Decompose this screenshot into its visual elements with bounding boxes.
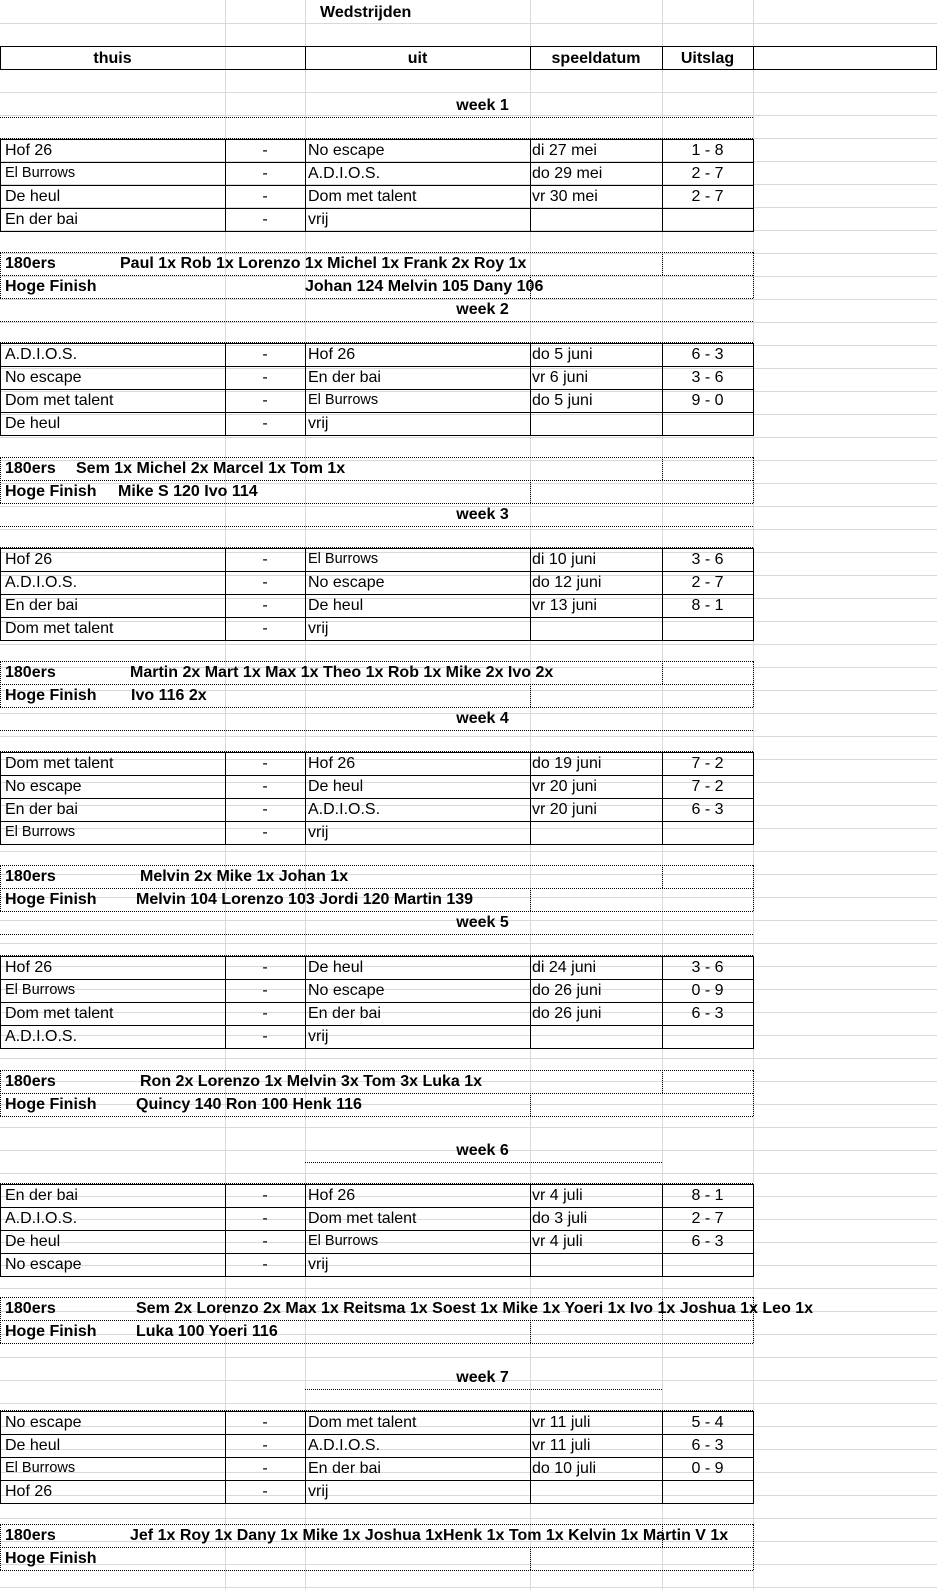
cell-border	[662, 1411, 663, 1504]
high-finish-label: Hoge Finish	[5, 278, 97, 295]
match-separator: -	[262, 1256, 268, 1273]
cell-border	[530, 343, 531, 436]
team-home: En der bai	[5, 211, 78, 228]
team-away: El Burrows	[308, 1233, 379, 1249]
team-away: vrij	[308, 1028, 329, 1045]
match-date: vr 30 mei	[532, 188, 598, 205]
match-result: 2 - 7	[691, 574, 724, 591]
cell-border	[0, 934, 753, 935]
cell-border	[0, 343, 1, 436]
team-home: De heul	[5, 188, 61, 205]
match-result: 1 - 8	[691, 142, 724, 159]
cell-border	[662, 752, 663, 845]
cell-border	[530, 1093, 531, 1116]
cell-border	[530, 548, 531, 641]
cell-border	[0, 1524, 1, 1570]
cell-border	[305, 956, 306, 1049]
match-separator: -	[262, 1437, 268, 1454]
team-away: De heul	[308, 959, 364, 976]
team-away: En der bai	[308, 1460, 381, 1477]
cell-border	[662, 956, 663, 1049]
team-away: vrij	[308, 211, 329, 228]
team-home: No escape	[5, 1256, 82, 1273]
team-home: Hof 26	[5, 142, 53, 159]
gridline	[0, 1288, 937, 1289]
team-away: Hof 26	[308, 755, 356, 772]
cell-border	[0, 231, 753, 232]
cell-border	[305, 139, 306, 232]
cell-border	[0, 117, 753, 118]
team-home: Dom met talent	[5, 1005, 114, 1022]
cell-border	[0, 1276, 753, 1277]
sheet-title: Wedstrijden	[320, 4, 412, 21]
cell-border	[0, 252, 1, 298]
team-home: Hof 26	[5, 1483, 53, 1500]
match-separator: -	[262, 392, 268, 409]
match-result	[662, 1480, 753, 1503]
cell-border	[0, 1093, 753, 1094]
cell-border	[753, 956, 754, 1049]
cell-border	[0, 526, 753, 527]
cell-border	[0, 752, 1, 845]
high-finish-label: Hoge Finish	[5, 1323, 97, 1340]
oneeighties-list: Sem 1x Michel 2x Marcel 1x Tom 1x	[76, 460, 346, 477]
cell-border	[662, 865, 663, 888]
cell-border	[0, 548, 1, 641]
match-result: 6 - 3	[691, 1437, 724, 1454]
team-away: vrij	[308, 1483, 329, 1500]
cell-border	[753, 252, 754, 298]
match-date: vr 20 juni	[532, 778, 597, 795]
cell-border	[530, 956, 531, 1049]
cell-border	[753, 548, 754, 641]
gridline	[0, 644, 937, 645]
cell-border	[662, 46, 663, 70]
team-home: No escape	[5, 369, 82, 386]
gridline	[0, 1587, 937, 1588]
team-home: El Burrows	[5, 165, 76, 181]
gridline	[0, 1058, 937, 1059]
cell-border	[0, 46, 937, 47]
gridline	[0, 437, 937, 438]
cell-border	[305, 343, 306, 436]
team-home: De heul	[5, 1437, 61, 1454]
match-result	[662, 821, 753, 844]
match-date: di 24 juni	[532, 959, 597, 976]
cell-border	[530, 139, 531, 232]
match-result: 6 - 3	[691, 1233, 724, 1250]
gridline	[0, 1518, 937, 1519]
match-separator: -	[262, 755, 268, 772]
match-date	[532, 617, 660, 640]
team-home: El Burrows	[5, 824, 76, 840]
team-home: El Burrows	[5, 982, 76, 998]
match-separator: -	[262, 620, 268, 637]
team-home: En der bai	[5, 597, 78, 614]
cell-border	[530, 46, 531, 70]
cell-border	[0, 435, 753, 436]
cell-border	[0, 321, 753, 322]
match-separator: -	[262, 1028, 268, 1045]
cell-border	[0, 956, 1, 1049]
oneeighties-label: 180ers	[5, 460, 56, 477]
gridline	[0, 322, 937, 323]
match-date: do 3 juli	[532, 1210, 588, 1227]
team-away: Dom met talent	[308, 188, 417, 205]
cell-border	[225, 548, 226, 641]
cell-border	[662, 139, 663, 232]
team-home: A.D.I.O.S.	[5, 1028, 78, 1045]
week-label: week 6	[456, 1142, 509, 1159]
week-label: week 3	[456, 506, 509, 523]
match-separator: -	[262, 165, 268, 182]
high-finish-list: Ivo 116 2x	[131, 687, 207, 704]
match-result: 0 - 9	[691, 1460, 724, 1477]
cell-border	[0, 1503, 753, 1504]
match-separator: -	[262, 1187, 268, 1204]
cell-border	[0, 139, 1, 232]
cell-border	[0, 684, 753, 685]
gridline	[0, 943, 937, 944]
cell-border	[0, 1184, 1, 1277]
match-date: di 10 juni	[532, 551, 597, 568]
cell-border	[0, 1320, 753, 1321]
cell-border	[0, 1116, 753, 1117]
match-separator: -	[262, 1483, 268, 1500]
team-home: A.D.I.O.S.	[5, 346, 78, 363]
team-home: Dom met talent	[5, 392, 114, 409]
cell-border	[753, 139, 754, 232]
team-home: El Burrows	[5, 1460, 76, 1476]
match-date: vr 11 juli	[532, 1414, 591, 1431]
cell-border	[753, 343, 754, 436]
cell-border	[662, 1184, 663, 1277]
oneeighties-label: 180ers	[5, 1300, 56, 1317]
match-separator: -	[262, 982, 268, 999]
header-uit: uit	[407, 50, 428, 67]
oneeighties-list: Sem 2x Lorenzo 2x Max 1x Reitsma 1x Soest 1x Mike 1x Yoeri 1x Ivo 1x Joshua 1x Leo 1x	[136, 1300, 814, 1317]
header-uitslag: Uitslag	[680, 50, 735, 67]
cell-border	[225, 1184, 226, 1277]
cell-border	[0, 865, 753, 866]
cell-border	[530, 888, 531, 911]
high-finish-label: Hoge Finish	[5, 687, 97, 704]
match-separator: -	[262, 574, 268, 591]
team-away: A.D.I.O.S.	[308, 1437, 381, 1454]
team-home: No escape	[5, 1414, 82, 1431]
cell-border	[662, 457, 663, 480]
oneeighties-label: 180ers	[5, 664, 56, 681]
team-home: A.D.I.O.S.	[5, 1210, 78, 1227]
match-separator: -	[262, 1233, 268, 1250]
oneeighties-list: Ron 2x Lorenzo 1x Melvin 3x Tom 3x Luka 1x	[140, 1073, 483, 1090]
match-result: 8 - 1	[691, 597, 724, 614]
gridline	[0, 1127, 937, 1128]
gridline	[0, 1357, 937, 1358]
match-result: 6 - 3	[691, 801, 724, 818]
cell-border	[753, 1184, 754, 1277]
match-result	[662, 1253, 753, 1276]
cell-border	[530, 1547, 531, 1570]
team-away: vrij	[308, 620, 329, 637]
match-separator: -	[262, 369, 268, 386]
match-result: 3 - 6	[691, 369, 724, 386]
cell-border	[305, 1162, 662, 1163]
high-finish-label: Hoge Finish	[5, 1096, 97, 1113]
match-result: 7 - 2	[691, 778, 724, 795]
match-separator: -	[262, 959, 268, 976]
match-separator: -	[262, 801, 268, 818]
match-result: 0 - 9	[691, 982, 724, 999]
team-home: Hof 26	[5, 959, 53, 976]
gridline	[0, 1173, 937, 1174]
high-finish-list: Quincy 140 Ron 100 Henk 116	[136, 1096, 362, 1113]
team-away: En der bai	[308, 1005, 381, 1022]
cell-border	[753, 1070, 754, 1116]
match-date: do 26 juni	[532, 982, 602, 999]
cell-border	[662, 252, 663, 275]
match-separator: -	[262, 778, 268, 795]
cell-border	[662, 343, 663, 436]
match-separator: -	[262, 1414, 268, 1431]
match-result: 6 - 3	[691, 1005, 724, 1022]
high-finish-list: Luka 100 Yoeri 116	[136, 1323, 278, 1340]
team-away: Dom met talent	[308, 1414, 417, 1431]
team-home: De heul	[5, 415, 61, 432]
match-result: 2 - 7	[691, 165, 724, 182]
team-home: Dom met talent	[5, 755, 114, 772]
oneeighties-label: 180ers	[5, 1073, 56, 1090]
gridline	[0, 851, 937, 852]
header-thuis: thuis	[93, 50, 132, 67]
cell-border	[753, 457, 754, 503]
match-date	[532, 821, 660, 844]
cell-border	[225, 1411, 226, 1504]
cell-border	[662, 1070, 663, 1093]
match-separator: -	[262, 188, 268, 205]
match-date: vr 4 juli	[532, 1233, 583, 1250]
week-label: week 2	[456, 301, 509, 318]
cell-border	[662, 661, 663, 684]
match-separator: -	[262, 824, 268, 841]
match-result	[662, 412, 753, 435]
match-date: vr 6 juni	[532, 369, 589, 386]
cell-border	[305, 548, 306, 641]
team-home: En der bai	[5, 801, 78, 818]
gridline	[0, 736, 937, 737]
cell-border	[305, 1389, 662, 1390]
cell-border	[225, 343, 226, 436]
cell-border	[0, 457, 1, 503]
cell-border	[753, 1524, 754, 1570]
team-away: vrij	[308, 1256, 329, 1273]
match-result	[662, 208, 753, 231]
match-date: vr 13 juni	[532, 597, 597, 614]
match-date: vr 11 juli	[532, 1437, 591, 1454]
high-finish-list: Johan 124 Melvin 105 Dany 106	[305, 278, 544, 295]
oneeighties-list: Jef 1x Roy 1x Dany 1x Mike 1x Joshua 1xHenk 1x Tom 1x Kelvin 1x Martin V 1x	[130, 1527, 729, 1544]
match-result: 6 - 3	[691, 346, 724, 363]
match-result: 5 - 4	[691, 1414, 724, 1431]
cell-border	[530, 1184, 531, 1277]
match-separator: -	[262, 142, 268, 159]
cell-border	[305, 1184, 306, 1277]
team-away: Dom met talent	[308, 1210, 417, 1227]
match-separator: -	[262, 1005, 268, 1022]
oneeighties-label: 180ers	[5, 1527, 56, 1544]
gridline	[0, 92, 937, 93]
cell-border	[0, 1048, 753, 1049]
match-separator: -	[262, 1460, 268, 1477]
match-separator: -	[262, 415, 268, 432]
cell-border	[305, 46, 306, 70]
team-home: No escape	[5, 778, 82, 795]
cell-border	[530, 1320, 531, 1343]
oneeighties-label: 180ers	[5, 868, 56, 885]
team-away: A.D.I.O.S.	[308, 801, 381, 818]
match-date: do 29 mei	[532, 165, 603, 182]
match-separator: -	[262, 551, 268, 568]
team-home: A.D.I.O.S.	[5, 574, 78, 591]
team-away: De heul	[308, 597, 364, 614]
cell-border	[530, 684, 531, 707]
high-finish-list: Melvin 104 Lorenzo 103 Jordi 120 Martin 139	[136, 891, 474, 908]
cell-border	[753, 752, 754, 845]
week-label: week 4	[456, 710, 509, 727]
match-date: vr 20 juni	[532, 801, 597, 818]
match-result: 2 - 7	[691, 1210, 724, 1227]
match-date	[532, 1480, 660, 1503]
team-home: En der bai	[5, 1187, 78, 1204]
match-separator: -	[262, 1210, 268, 1227]
cell-border	[305, 752, 306, 845]
team-away: Hof 26	[308, 346, 356, 363]
cell-border	[530, 752, 531, 845]
team-away: No escape	[308, 142, 385, 159]
cell-border	[0, 1570, 753, 1571]
gridline	[0, 1564, 937, 1565]
cell-border	[753, 46, 754, 70]
match-result: 3 - 6	[691, 551, 724, 568]
cell-border	[305, 1411, 306, 1504]
match-separator: -	[262, 597, 268, 614]
match-result	[662, 617, 753, 640]
cell-border	[0, 1070, 1, 1116]
high-finish-list: Mike S 120 Ivo 114	[118, 483, 258, 500]
cell-border	[225, 139, 226, 232]
gridline	[0, 23, 937, 24]
match-date: vr 4 juli	[532, 1187, 583, 1204]
match-date	[532, 412, 660, 435]
match-date: do 19 juni	[532, 755, 602, 772]
match-separator: -	[262, 211, 268, 228]
match-date: di 27 mei	[532, 142, 597, 159]
week-label: week 7	[456, 1369, 509, 1386]
team-away: vrij	[308, 824, 329, 841]
cell-border	[0, 46, 1, 70]
cell-border	[530, 1411, 531, 1504]
cell-border	[0, 640, 753, 641]
cell-border	[0, 865, 1, 911]
team-away: El Burrows	[308, 392, 379, 408]
cell-border	[0, 1297, 1, 1343]
high-finish-label: Hoge Finish	[5, 891, 97, 908]
cell-border	[225, 752, 226, 845]
week-label: week 5	[456, 914, 509, 931]
match-result: 8 - 1	[691, 1187, 724, 1204]
cell-border	[753, 1411, 754, 1504]
team-away: Hof 26	[308, 1187, 356, 1204]
oneeighties-list: Paul 1x Rob 1x Lorenzo 1x Michel 1x Frank 2x Roy 1x	[120, 255, 527, 272]
high-finish-label: Hoge Finish	[5, 483, 97, 500]
week-label: week 1	[456, 97, 509, 114]
cell-border	[0, 1343, 753, 1344]
team-away: vrij	[308, 415, 329, 432]
cell-border	[0, 480, 753, 481]
cell-border	[753, 865, 754, 911]
match-date	[532, 1025, 660, 1048]
oneeighties-list: Martin 2x Mart 1x Max 1x Theo 1x Rob 1x Mike 2x Ivo 2x	[130, 664, 554, 681]
team-away: No escape	[308, 982, 385, 999]
cell-border	[0, 1411, 1, 1504]
gridline	[0, 529, 937, 530]
match-date: do 12 juni	[532, 574, 602, 591]
match-result: 2 - 7	[691, 188, 724, 205]
cell-border	[662, 548, 663, 641]
match-result: 3 - 6	[691, 959, 724, 976]
team-away: En der bai	[308, 369, 381, 386]
high-finish-label: Hoge Finish	[5, 1550, 97, 1567]
match-separator: -	[262, 346, 268, 363]
cell-border	[0, 844, 753, 845]
cell-border	[530, 480, 531, 503]
match-result: 9 - 0	[691, 392, 724, 409]
match-result	[662, 1025, 753, 1048]
oneeighties-list: Melvin 2x Mike 1x Johan 1x	[140, 868, 349, 885]
team-home: Hof 26	[5, 551, 53, 568]
oneeighties-label: 180ers	[5, 255, 56, 272]
team-away: De heul	[308, 778, 364, 795]
team-away: No escape	[308, 574, 385, 591]
match-date: do 5 juni	[532, 346, 593, 363]
cell-border	[0, 1547, 753, 1548]
match-result: 7 - 2	[691, 755, 724, 772]
cell-border	[0, 69, 937, 70]
header-speeldatum: speeldatum	[551, 50, 641, 67]
team-home: Dom met talent	[5, 620, 114, 637]
cell-border	[0, 661, 1, 707]
cell-border	[225, 956, 226, 1049]
team-home: De heul	[5, 1233, 61, 1250]
team-away: A.D.I.O.S.	[308, 165, 381, 182]
match-date: do 10 juli	[532, 1460, 597, 1477]
match-date: do 26 juni	[532, 1005, 602, 1022]
match-date	[532, 1253, 660, 1276]
cell-border	[0, 730, 753, 731]
team-away: El Burrows	[308, 551, 379, 567]
match-date: do 5 juni	[532, 392, 593, 409]
match-date	[532, 208, 660, 231]
cell-border	[753, 661, 754, 707]
gridline	[0, 1403, 937, 1404]
